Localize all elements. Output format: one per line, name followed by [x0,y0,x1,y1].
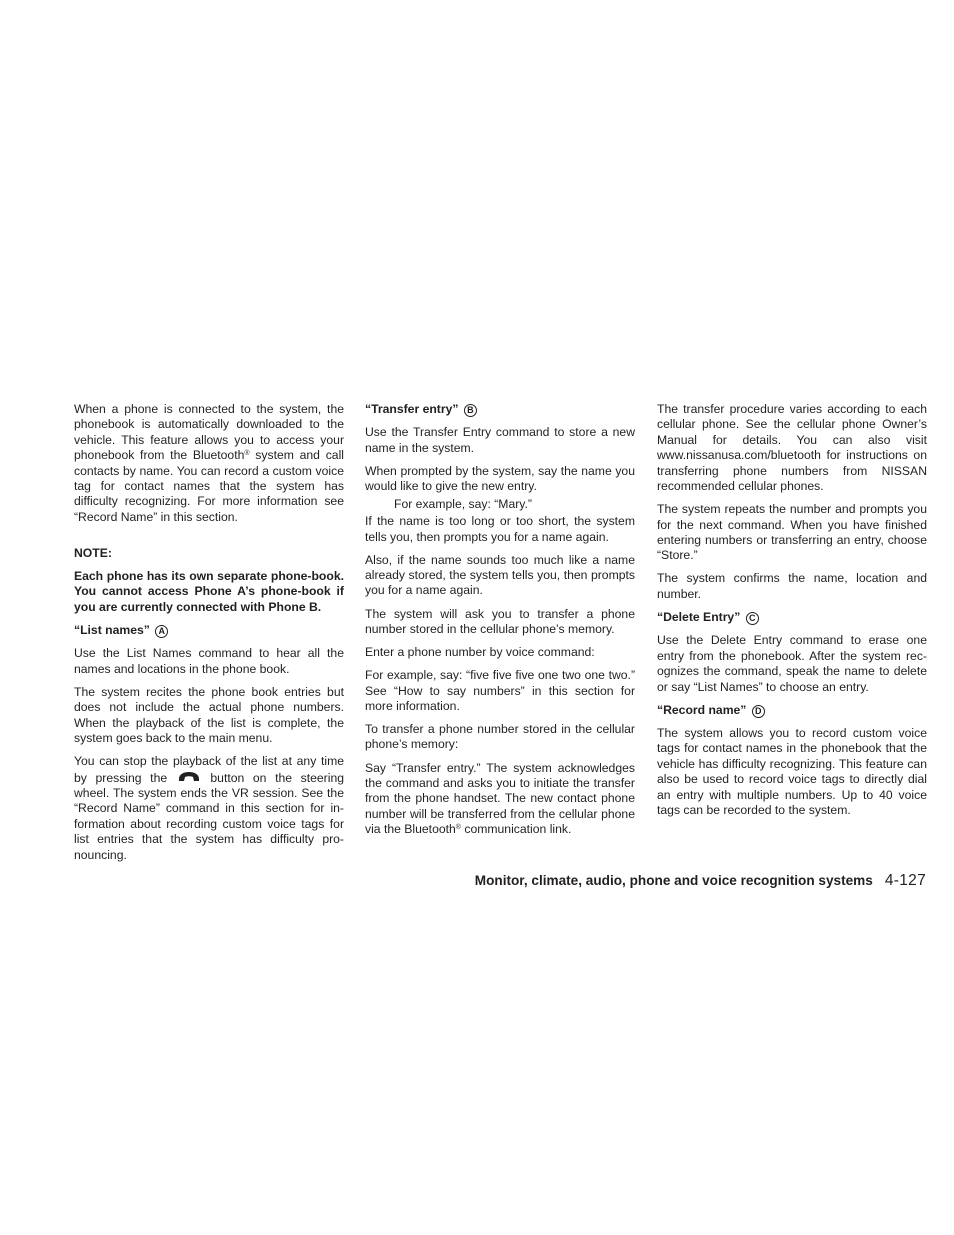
transfer-paragraph-9: To transfer a phone number stored in the cellular phone’s memory: [365,722,635,752]
transfer-paragraph-1: Use the Transfer Entry command to store a new name in the system. [365,425,635,455]
record-name-heading: “Record name” D [657,703,927,718]
transfer-paragraph-5: Also, if the name sounds too much like a name already stored, the system tells you, then prompts you for a name again. [365,552,635,598]
list-names-paragraph-2: The system recites the phone book entries but does not include the actual phone numbers. When the playback of the list is complete, the system goes back to the main menu. [74,684,344,746]
page-footer [475,872,926,890]
confirm-paragraph: The system confirms the name, location and number. [657,571,927,601]
delete-entry-heading: “Delete Entry” C [657,610,927,625]
column-2 [365,402,635,845]
note-label: NOTE: [74,545,112,560]
callout-c-badge: C [746,612,759,625]
record-name-paragraph: The system allows you to record custom voice tags for contact names in the phonebook that the vehicle has difficulty recognizing. This feature can also be used to record voice tags to directly dial an entry with multiple numbers. Up to 40 voice tags can be recorded to the system. [657,726,927,818]
note-text: Each phone has its own separate phone-book. You cannot access Phone A’s phone-book if you are currently connected with Phone B. [74,569,344,614]
list-names-paragraph-3: You can stop the playback of the list at any time by pressing the button on the steering wheel. The system ends the VR session. See the “Record Name” command in this section for in-formation about recording custom voice tags for list entries that the system has difficulty pro-nouncing. [74,754,344,862]
list-names-paragraph-1: Use the List Names command to hear all the names and locations in the phone book. [74,646,344,676]
transfer-paragraph-6: The system will ask you to transfer a phone number stored in the cellular phone’s memory. [365,606,635,636]
delete-entry-paragraph: Use the Delete Entry command to erase one entry from the phonebook. After the system rec-ognizes the command, speak the name to delete or say “List Names” to choose an entry. [657,633,927,694]
intro-paragraph: When a phone is connected to the system, the phonebook is automatically downloaded to the vehicle. This feature allows you to access your phonebook from the Bluetooth® system and call contacts by name. You can record a custom voice tag for contact names that the system has difficulty recognizing. For more information see “Record Name” in this section. [74,402,344,524]
transfer-paragraph-8: For example, say: “five five five one two one two.” See “How to say numbers” in this section for more information. [365,668,635,713]
column-3 [657,402,927,826]
transfer-procedure-paragraph: The transfer procedure varies according to each cellular phone. See the cellular phone Owner’s Manual for details. You can also visit www.nissanusa.com/bluetooth for instructions on transferring phone numbers from NISSAN recommended cellular phones. [657,402,927,494]
phone-hangup-icon [177,770,201,784]
footer-section-title: Monitor, climate, audio, phone and voice recognition systems [474,873,873,888]
transfer-paragraph-10: Say “Transfer entry.” The system acknowledges the command and asks you to initiate the transfer from the phone handset. The new contact phone number will be transferred from the cellular phone via the Bluetooth® communication link. [365,760,635,837]
transfer-entry-heading: “Transfer entry” B [365,402,635,417]
transfer-example: For example, say: “Mary.” [394,496,532,511]
list-names-heading: “List names” A [74,623,344,638]
transfer-paragraph-7: Enter a phone number by voice command: [365,645,595,660]
callout-d-badge: D [752,705,765,718]
callout-b-badge: B [464,404,477,417]
transfer-paragraph-4: If the name is too long or too short, the system tells you, then prompts you for a name again. [365,514,635,544]
column-1 [74,402,344,871]
repeat-number-paragraph: The system repeats the number and prompts you for the next command. When you have finished entering numbers or transferring an entry, choose “Store.” [657,502,927,563]
callout-a-badge: A [155,625,168,638]
transfer-paragraph-2: When prompted by the system, say the name you would like to give the new entry. [365,463,635,494]
page-number: 4-127 [884,872,926,889]
